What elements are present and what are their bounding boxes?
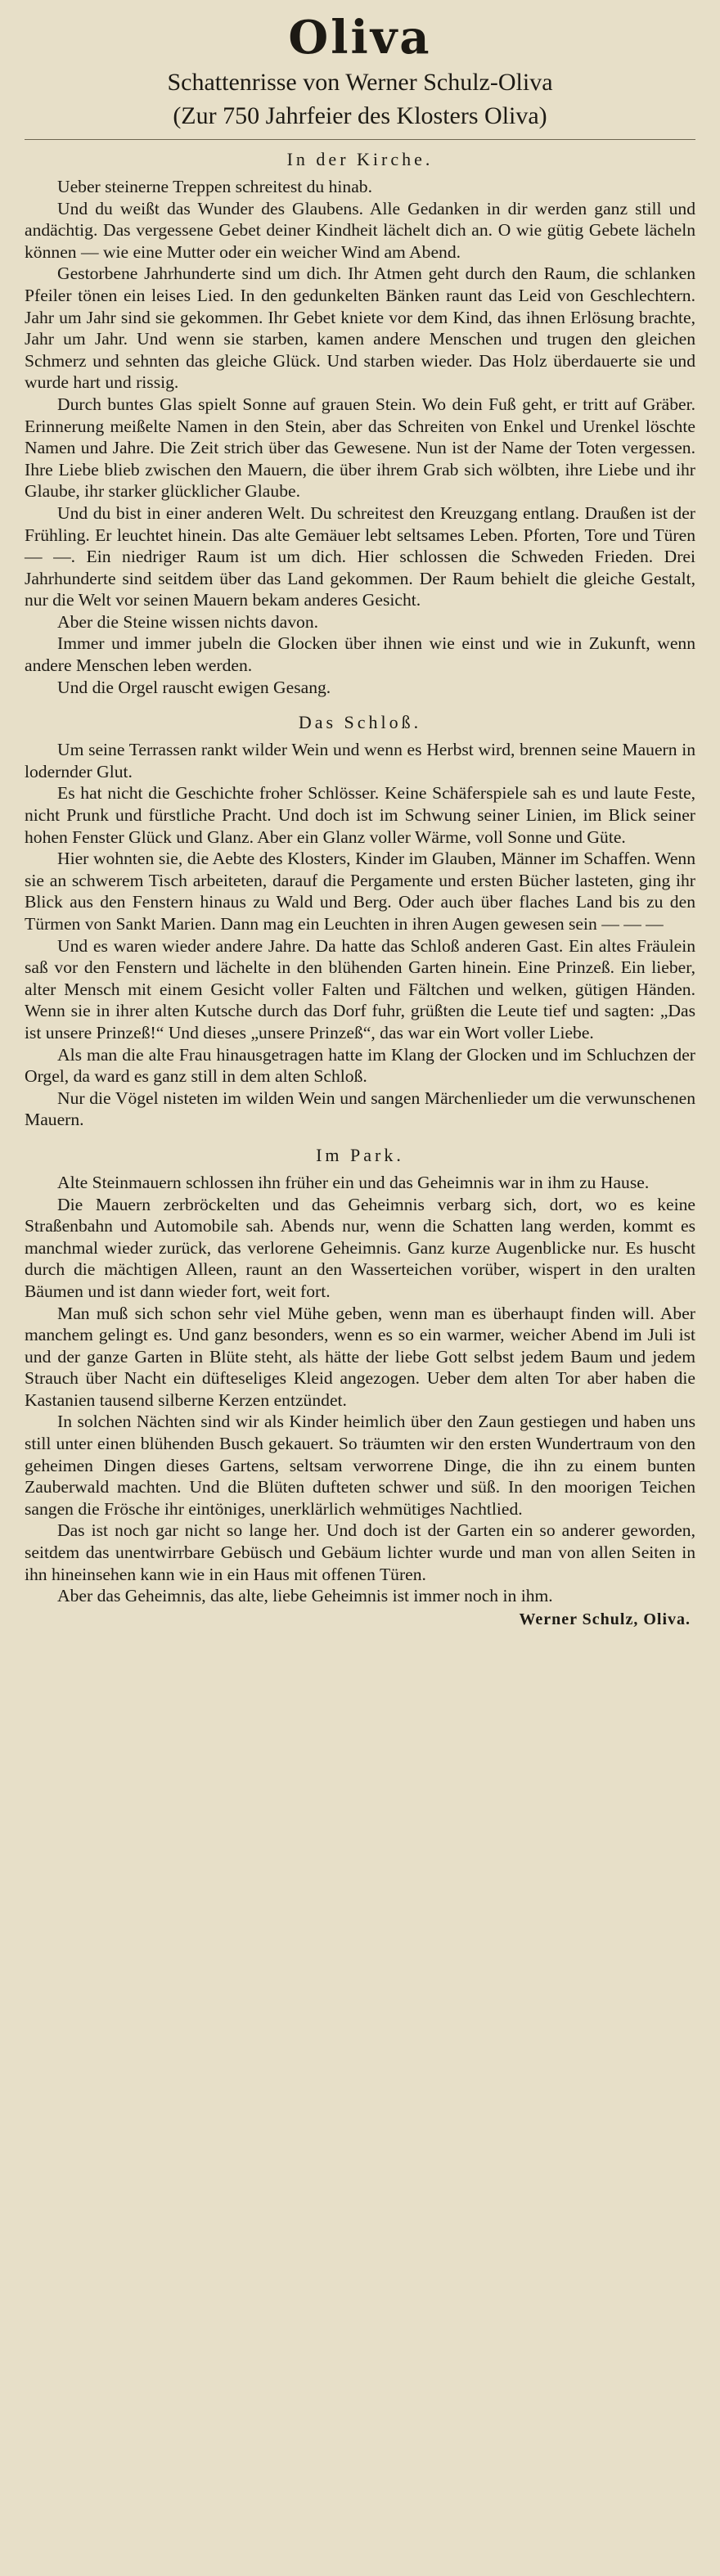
- paragraph: Man muß sich schon sehr viel Mühe geben, wenn man es überhaupt finden will. Aber manchem gelingt es. Und ganz besonders, wenn es so ein warmer, weicher Abend im Juli ist und der ganze Garten in Blüte steht, als hätte der liebe Gott selbst jedem Baum und jedem Strauch über Nacht ein düfteseliges Kleid angezogen. Ueber dem alten Tor aber haben die Kastanien tausend silberne Kerzen entzündet.: [25, 1303, 695, 1410]
- section-schloss: [25, 739, 695, 1131]
- paragraph: Gestorbene Jahrhunderte sind um dich. Ihr Atmen geht durch den Raum, die schlanken Pfeiler tönen ein leises Lied. In den gedunkelten Bänken raunt das Leid von Geschlechtern. Jahr um Jahr sind sie gekommen. Ihr Gebet kniete vor dem Kind, das ihnen Erlösung brachte, Jahr um Jahr. Und wenn sie starben, kamen andere Menschen und trugen den gleichen Schmerz und sehnten das gleiche Glück. Und starben wieder. Das Holz überdauerte sie und wurde hart und rissig.: [25, 263, 695, 393]
- paragraph: Hier wohnten sie, die Aebte des Klosters, Kinder im Glauben, Männer im Schaffen. Wenn sie an schwerem Tisch arbeiteten, darauf die Pergamente und ersten Bücher lasteten, ging ihr Blick aus den Fenstern hinaus zu Wald und Berg. Oder auch über flaches Land bis zu den Türmen von Sankt Marien. Dann mag ein Leuchten in ihren Augen gewesen sein — — —: [25, 849, 695, 934]
- paragraph: In solchen Nächten sind wir als Kinder heimlich über den Zaun gestiegen und haben uns still unter einen blühenden Busch gekauert. So träumten wir den ersten Wundertraum von den geheimen Dingen dieses Gartens, seltsam verworrene Dinge, die ihn zu einem bunten Zauberwald machten. Und die Blüten dufteten schwer und süß. In den moorigen Teichen sangen die Frösche ihr eintöniges, unerklärlich wehmütiges Nachtlied.: [25, 1412, 695, 1519]
- paragraph: Nur die Vögel nisteten im wilden Wein und sangen Märchenlieder um die verwunschenen Mauern.: [25, 1088, 695, 1130]
- section-heading-kirche: In der Kirche.: [286, 149, 434, 169]
- paragraph: Die Mauern zerbröckelten und das Geheimnis verbarg sich, dort, wo es keine Straßenbahn und Automobile sah. Abends nur, wenn die Schatten lang werden, kommt es manchmal wieder zurück, das verlorene Geheimnis. Ganz kurze Augenblicke nur. Es huscht durch die mächtigen Alleen, raunt an den Wasserteichen vorüber, wispert in den uralten Bäumen und ist dann wieder fort, weit fort.: [25, 1194, 695, 1301]
- paragraph: Und du weißt das Wunder des Glaubens. Alle Gedanken in dir werden ganz still und andächtig. Das vergessene Gebet deiner Kindheit lächelt dich an. O wie gütig Gebete lächeln können — wie eine Mutter oder ein weicher Wind am Abend.: [25, 198, 695, 262]
- paragraph: Aber die Steine wissen nichts davon.: [57, 611, 319, 632]
- paragraph: Immer und immer jubeln die Glocken über ihnen wie einst und wie in Zukunft, wenn andere Menschen leben werden.: [25, 633, 695, 676]
- article-title: Oliva: [288, 11, 432, 65]
- paragraph: Als man die alte Frau hinausgetragen hatte im Klang der Glocken und im Schluchzen der Orgel, da ward es ganz still in dem alten Schloß.: [25, 1044, 695, 1087]
- paragraph: Durch buntes Glas spielt Sonne auf grauen Stein. Wo dein Fuß geht, er tritt auf Gräber. Erinnerung meißelte Namen in den Stein, aber das Schreiten von Enkel und Urenkel löschte Namen und Jahre. Die Zeit strich über das Gewesene. Nun ist der Name der Toten vergessen. Ihre Liebe blieb zwischen den Mauern, die über ihrem Grab sich wölbten, ihre Liebe und ihr Glaube, ihr starker glücklicher Glaube.: [25, 394, 695, 502]
- paragraph: Es hat nicht die Geschichte froher Schlösser. Keine Schäferspiele sah es und laute Feste, nicht Prunk und fürstliche Pracht. Und doch ist im Schwung seiner Linien, im Blick seiner hohen Fenster Glück und Glanz. Aber ein Glanz voller Wärme, voll Sonne und Güte.: [25, 783, 695, 847]
- paragraph: Und es waren wieder andere Jahre. Da hatte das Schloß anderen Gast. Ein altes Fräulein saß vor den Fenstern und lächelte in den blühenden Garten hinein. Eine Prinzeß. Ein lieber, alter Mensch mit einem Gesicht voller Falten und Fältchen und welken, gütigen Händen. Wenn sie in ihrer alten Kutsche durch das Dorf fuhr, grüßten die Leute tief und sagten: „Das ist unsere Prinzeß!“ Und dieses „unsere Prinzeß“, das war ein Wort voller Liebe.: [25, 935, 695, 1043]
- paragraph: Das ist noch gar nicht so lange her. Und doch ist der Garten ein so anderer geworden, seitdem das unentwirrbare Gebüsch und Gebäum lichter wurde und man von allen Seiten in ihn hineinsehen kann wie in ein Haus mit offenen Türen.: [25, 1520, 695, 1584]
- article-subtitle-occasion: (Zur 750 Jahrfeier des Klosters Oliva): [173, 102, 547, 129]
- section-heading-park: Im Park.: [316, 1144, 404, 1165]
- title-divider: [25, 139, 695, 140]
- paragraph: Ueber steinerne Treppen schreitest du hinab.: [57, 177, 372, 196]
- paragraph: Aber das Geheimnis, das alte, liebe Geheimnis ist immer noch in ihm.: [57, 1586, 553, 1606]
- section-heading-schloss: Das Schloß.: [298, 712, 422, 733]
- paragraph: Alte Steinmauern schlossen ihn früher ein und das Geheimnis war in ihm zu Hause.: [57, 1172, 650, 1192]
- section-kirche: [25, 176, 695, 698]
- article-subtitle-author: Schattenrisse von Werner Schulz-Oliva: [167, 69, 553, 96]
- paragraph: Und du bist in einer anderen Welt. Du schreitest den Kreuzgang entlang. Draußen ist der Frühling. Er leuchtet hinein. Das alte Gemäuer lebt seltsames Leben. Pforten, Tore und Türen — —. Ein niedriger Raum ist um dich. Hier schlossen die Schweden Frieden. Drei Jahrhunderte sind seitdem über das Land gekommen. Der Raum behielt die gleiche Gestalt, nur die Welt vor seinen Mauern bekam anderes Gesicht.: [25, 502, 695, 610]
- paragraph: Um seine Terrassen rankt wilder Wein und wenn es Herbst wird, brennen seine Mauern in lodernder Glut.: [25, 740, 695, 781]
- author-signature: Werner Schulz, Oliva.: [519, 1610, 691, 1628]
- paragraph: Und die Orgel rauscht ewigen Gesang.: [57, 677, 331, 697]
- section-park: [25, 1172, 695, 1607]
